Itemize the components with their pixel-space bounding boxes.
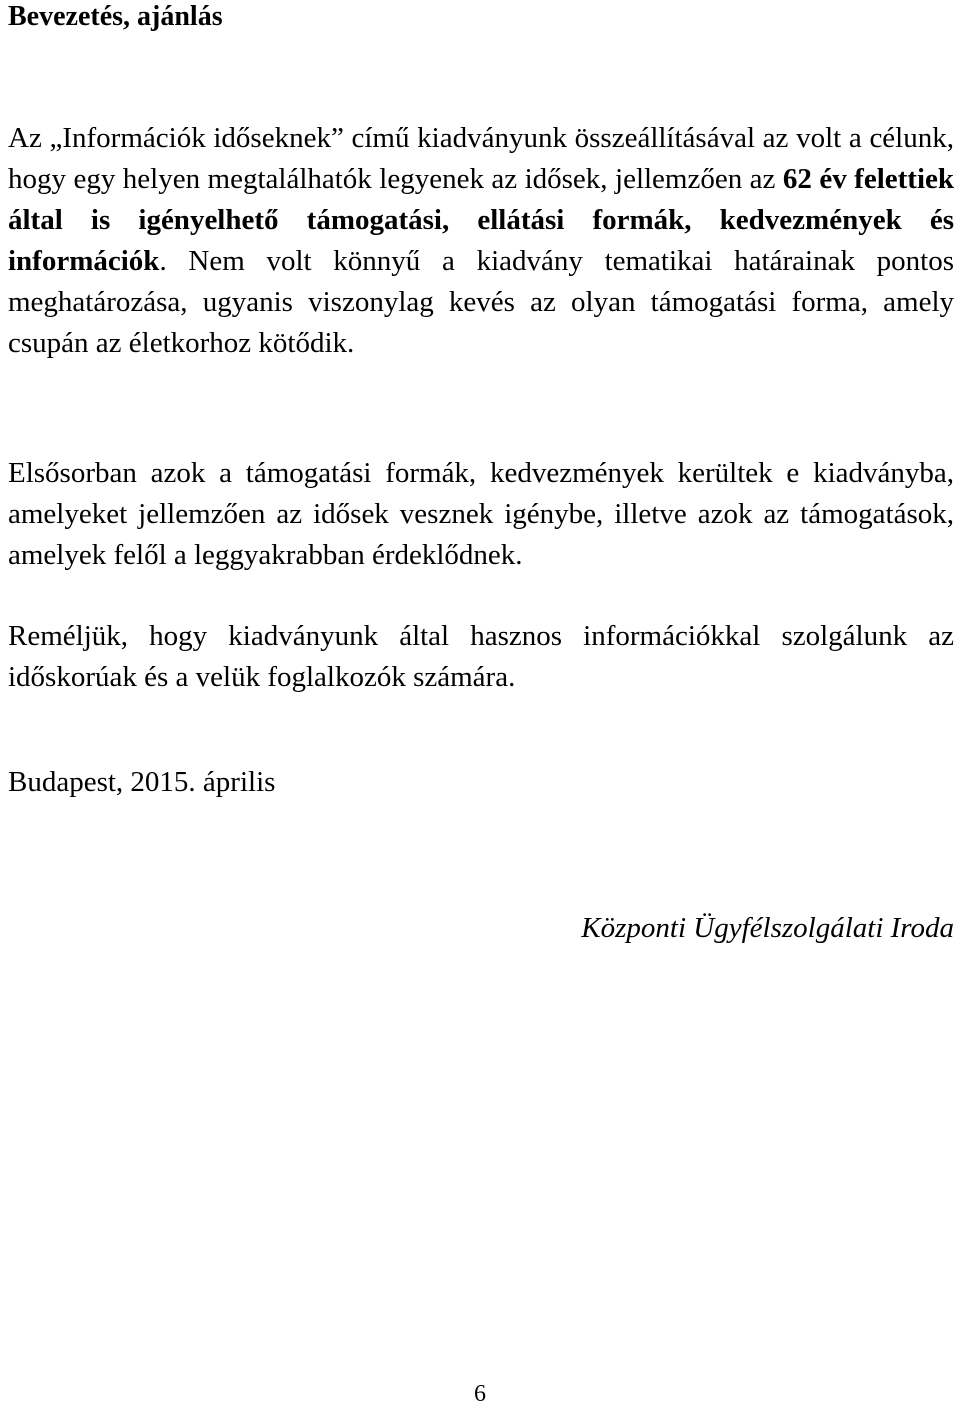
intro-text-end: . Nem volt könnyű a kiadvány tematikai határainak pontos meghatározása, ugyanis viszonylag kevés az olyan támogatási forma, amely csupán az életkorhoz kötődik.: [8, 245, 954, 359]
signature: Központi Ügyfélszolgálati Iroda: [581, 912, 954, 944]
page-title: Bevezetés, ajánlás: [8, 1, 223, 32]
date-line: Budapest, 2015. április: [8, 766, 276, 798]
intro-paragraph: [8, 118, 954, 364]
intro-bold-text: 62 év felettiek által is igényelhető támogatási, ellátási formák, kedvezmények és információk: [8, 163, 955, 277]
page-number: 6: [474, 1381, 486, 1407]
content-paragraph: Elsősorban azok a támogatási formák, kedvezmények kerültek e kiadványba, amelyeket jellemzően az idősek vesznek igénybe, illetve azok az támogatások, amelyek felől a leggyakrabban érdeklődnek.: [8, 457, 954, 571]
closing-paragraph: Reméljük, hogy kiadványunk által hasznos információkkal szolgálunk az időskorúak és a velük foglalkozók számára.: [8, 620, 954, 693]
intro-text-start: Az „Információk időseknek” című kiadványunk összeállításával az volt a célunk, hogy egy helyen megtalálhatók legyenek az idősek, jellemzően az: [8, 122, 954, 195]
